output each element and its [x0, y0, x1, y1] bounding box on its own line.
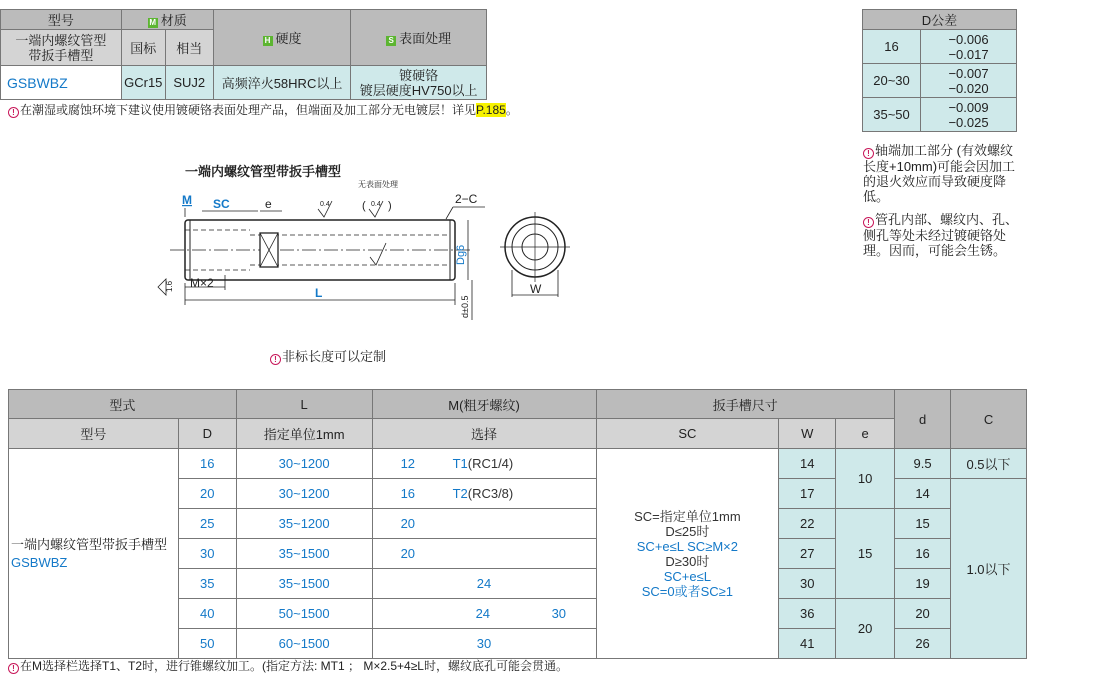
- label-1.6: 1.6: [165, 280, 174, 292]
- cell-e: 20: [836, 599, 895, 659]
- no-surface-label: 无表面处理: [358, 180, 398, 189]
- label-e: e: [265, 197, 272, 211]
- surface-value-1: 镀硬铬: [399, 67, 439, 83]
- header-M: M(粗牙螺纹): [372, 390, 596, 419]
- sc-line: D≥30时: [665, 553, 710, 569]
- warning-icon: !: [863, 148, 874, 159]
- custom-length-note: [270, 346, 386, 365]
- cell-W: 30: [779, 569, 836, 599]
- header-slot: 扳手槽尺寸: [596, 390, 895, 419]
- cell-M-value: 24: [476, 576, 492, 591]
- header-type: 一端内螺纹管型带扳手槽型: [1, 30, 122, 66]
- label-W: W: [530, 282, 542, 296]
- cell-M-value: 30: [476, 636, 492, 651]
- cell-M-value: 30: [551, 606, 567, 621]
- spec-table: [8, 389, 1027, 659]
- sc-line: SC=0或者SC≥1: [641, 583, 734, 599]
- hardness-badge: H: [263, 36, 273, 46]
- tolerance-values: [921, 98, 1017, 132]
- model-code: GSBWBZ: [1, 66, 122, 100]
- tolerance-upper: −0.009: [948, 99, 989, 115]
- header-d: d: [895, 390, 951, 449]
- cell-C: 0.5以下: [951, 449, 1027, 479]
- tolerance-lower: −0.017: [948, 46, 989, 62]
- header-hardness-label: 硬度: [275, 31, 302, 46]
- header-C: C: [951, 390, 1027, 449]
- paren-open: (: [362, 200, 366, 212]
- sc-cell: [596, 449, 779, 659]
- cell-W: 41: [779, 629, 836, 659]
- header-L: L: [236, 390, 372, 419]
- cell-M: [372, 539, 596, 569]
- hardness-side-note-text: 轴端加工部分 (有效螺纹长度+10mm)可能会因加工的退火效应而导致硬度降低。: [863, 143, 1016, 204]
- custom-length-note-text: 非标长度可以定制: [282, 349, 387, 364]
- cell-d: 14: [895, 479, 951, 509]
- tolerance-table: [862, 9, 1017, 132]
- material-equiv: SUJ2: [165, 66, 213, 100]
- paren-close: ): [388, 200, 392, 212]
- label-L: L: [315, 286, 323, 300]
- label-SC: SC: [213, 197, 230, 211]
- cell-M: [372, 569, 596, 599]
- cell-D: 35: [178, 569, 236, 599]
- sc-line: SC+e≤L SC≥M×2: [636, 538, 738, 554]
- cell-taper-code: T1: [452, 456, 468, 471]
- tolerance-lower: −0.020: [948, 80, 989, 96]
- sc-line: D≤25时: [665, 523, 710, 539]
- cell-M: [372, 479, 596, 509]
- hardness-value: 高频淬火58HRC以上: [213, 66, 351, 100]
- tolerance-range: 20~30: [863, 64, 921, 98]
- type-cell: [9, 449, 179, 659]
- cell-d: 19: [895, 569, 951, 599]
- cell-e: 15: [836, 509, 895, 599]
- label-Dg6: Dg6: [455, 244, 467, 265]
- cell-d: 16: [895, 539, 951, 569]
- table-row: [9, 449, 1027, 479]
- plating-note-text: 在潮湿或腐蚀环境下建议使用镀硬铬表面处理产品，但端面及加工部分无电镀层！详见: [20, 103, 477, 117]
- header-model: 型号: [1, 10, 122, 30]
- cell-L: 35~1500: [236, 539, 372, 569]
- material-gb: GCr15: [121, 66, 165, 100]
- cell-W: 27: [779, 539, 836, 569]
- material-table: [0, 9, 487, 100]
- tolerance-range: 16: [863, 30, 921, 64]
- drawing-title: 一端内螺纹管型带扳手槽型: [185, 164, 342, 179]
- sc-line: SC+e≤L: [663, 568, 711, 584]
- tolerance-values: [921, 64, 1017, 98]
- cell-D: 16: [178, 449, 236, 479]
- cell-L: 35~1500: [236, 569, 372, 599]
- header-equiv: 相当: [165, 30, 213, 66]
- cell-D: 20: [178, 479, 236, 509]
- tolerance-title: D公差: [863, 10, 1017, 30]
- surface-value: [351, 66, 487, 100]
- cell-M-value: 20: [400, 516, 416, 531]
- label-d: d±0.5: [460, 295, 470, 318]
- cell-D: 30: [178, 539, 236, 569]
- cell-W: 22: [779, 509, 836, 539]
- roughness-1: 0.4: [320, 201, 330, 208]
- material-badge: M: [149, 18, 157, 27]
- warning-icon: !: [8, 663, 19, 674]
- cell-M-value: 16: [400, 486, 416, 501]
- cell-taper-size: (RC3/8): [467, 486, 514, 501]
- cell-M: [372, 449, 596, 479]
- cell-D: 50: [178, 629, 236, 659]
- taper-note-text: 在M选择栏选择T1、T2时，进行锥螺纹加工。(指定方法: MT1 ； M×2.5+4≥L时，螺纹底孔可能会贯通。: [20, 659, 568, 673]
- plating-note-tail: 。: [505, 103, 518, 117]
- warning-icon: !: [863, 217, 874, 228]
- header-hardness: [213, 10, 351, 66]
- plating-note: [8, 101, 518, 118]
- cell-M-value: 24: [475, 606, 491, 621]
- tolerance-upper: −0.006: [948, 31, 989, 47]
- cell-W: 14: [779, 449, 836, 479]
- cell-d: 9.5: [895, 449, 951, 479]
- cell-C: 1.0以下: [951, 479, 1027, 659]
- cell-L: 60~1500: [236, 629, 372, 659]
- technical-drawing: [150, 175, 580, 325]
- cell-d: 26: [895, 629, 951, 659]
- hardness-side-note: [863, 143, 1023, 204]
- cell-L: 50~1500: [236, 599, 372, 629]
- header-gb: 国标: [121, 30, 165, 66]
- cell-d: 20: [895, 599, 951, 629]
- cell-W: 17: [779, 479, 836, 509]
- taper-note: [8, 657, 568, 674]
- header-e: e: [836, 419, 895, 449]
- cell-L: 30~1200: [236, 449, 372, 479]
- label-Mx2: M×2: [190, 276, 214, 290]
- cell-M-value: 12: [400, 456, 416, 471]
- tolerance-range: 35~50: [863, 98, 921, 132]
- sc-line: SC=指定单位1mm: [634, 508, 741, 524]
- surface-value-2: 镀层硬度HV750以上: [359, 82, 478, 98]
- warning-icon: !: [270, 354, 281, 365]
- cell-D: 40: [178, 599, 236, 629]
- rust-side-note-text: 管孔内部、螺纹内、孔、侧孔等处未经过镀硬铬处理。因而，可能会生锈。: [863, 212, 1019, 258]
- cell-M: [372, 509, 596, 539]
- cell-M: [372, 629, 596, 659]
- header-W: W: [779, 419, 836, 449]
- type-name: 一端内螺纹管型带扳手槽型: [11, 536, 168, 552]
- warning-icon: !: [8, 107, 19, 118]
- header-L-unit: 指定单位1mm: [236, 419, 372, 449]
- header-model: 型号: [9, 419, 179, 449]
- header-type: 型式: [9, 390, 237, 419]
- cell-L: 35~1200: [236, 509, 372, 539]
- header-material: [121, 10, 213, 30]
- chamfer-label: 2−C: [455, 192, 478, 206]
- type-code: GSBWBZ: [11, 554, 68, 570]
- page-reference-link[interactable]: P.185: [476, 103, 506, 117]
- header-surface: [351, 10, 487, 66]
- cell-L: 30~1200: [236, 479, 372, 509]
- cell-taper-size: (RC1/4): [467, 456, 514, 471]
- cell-W: 36: [779, 599, 836, 629]
- cell-e: 10: [836, 449, 895, 509]
- cell-d: 15: [895, 509, 951, 539]
- cell-D: 25: [178, 509, 236, 539]
- header-select: 选择: [372, 419, 596, 449]
- surface-badge: S: [386, 36, 396, 46]
- header-surface-label: 表面处理: [399, 31, 452, 46]
- header-D: D: [178, 419, 236, 449]
- tolerance-lower: −0.025: [948, 114, 989, 130]
- roughness-2: 0.4: [371, 201, 381, 208]
- cell-M: [372, 599, 596, 629]
- header-SC: SC: [596, 419, 779, 449]
- rust-side-note: [863, 212, 1023, 258]
- cell-taper-code: T2: [452, 486, 468, 501]
- label-M: M: [182, 193, 192, 207]
- cell-M-value: 20: [400, 546, 416, 561]
- tolerance-upper: −0.007: [948, 65, 989, 81]
- header-material-label: 材质: [160, 13, 187, 28]
- tolerance-values: [921, 30, 1017, 64]
